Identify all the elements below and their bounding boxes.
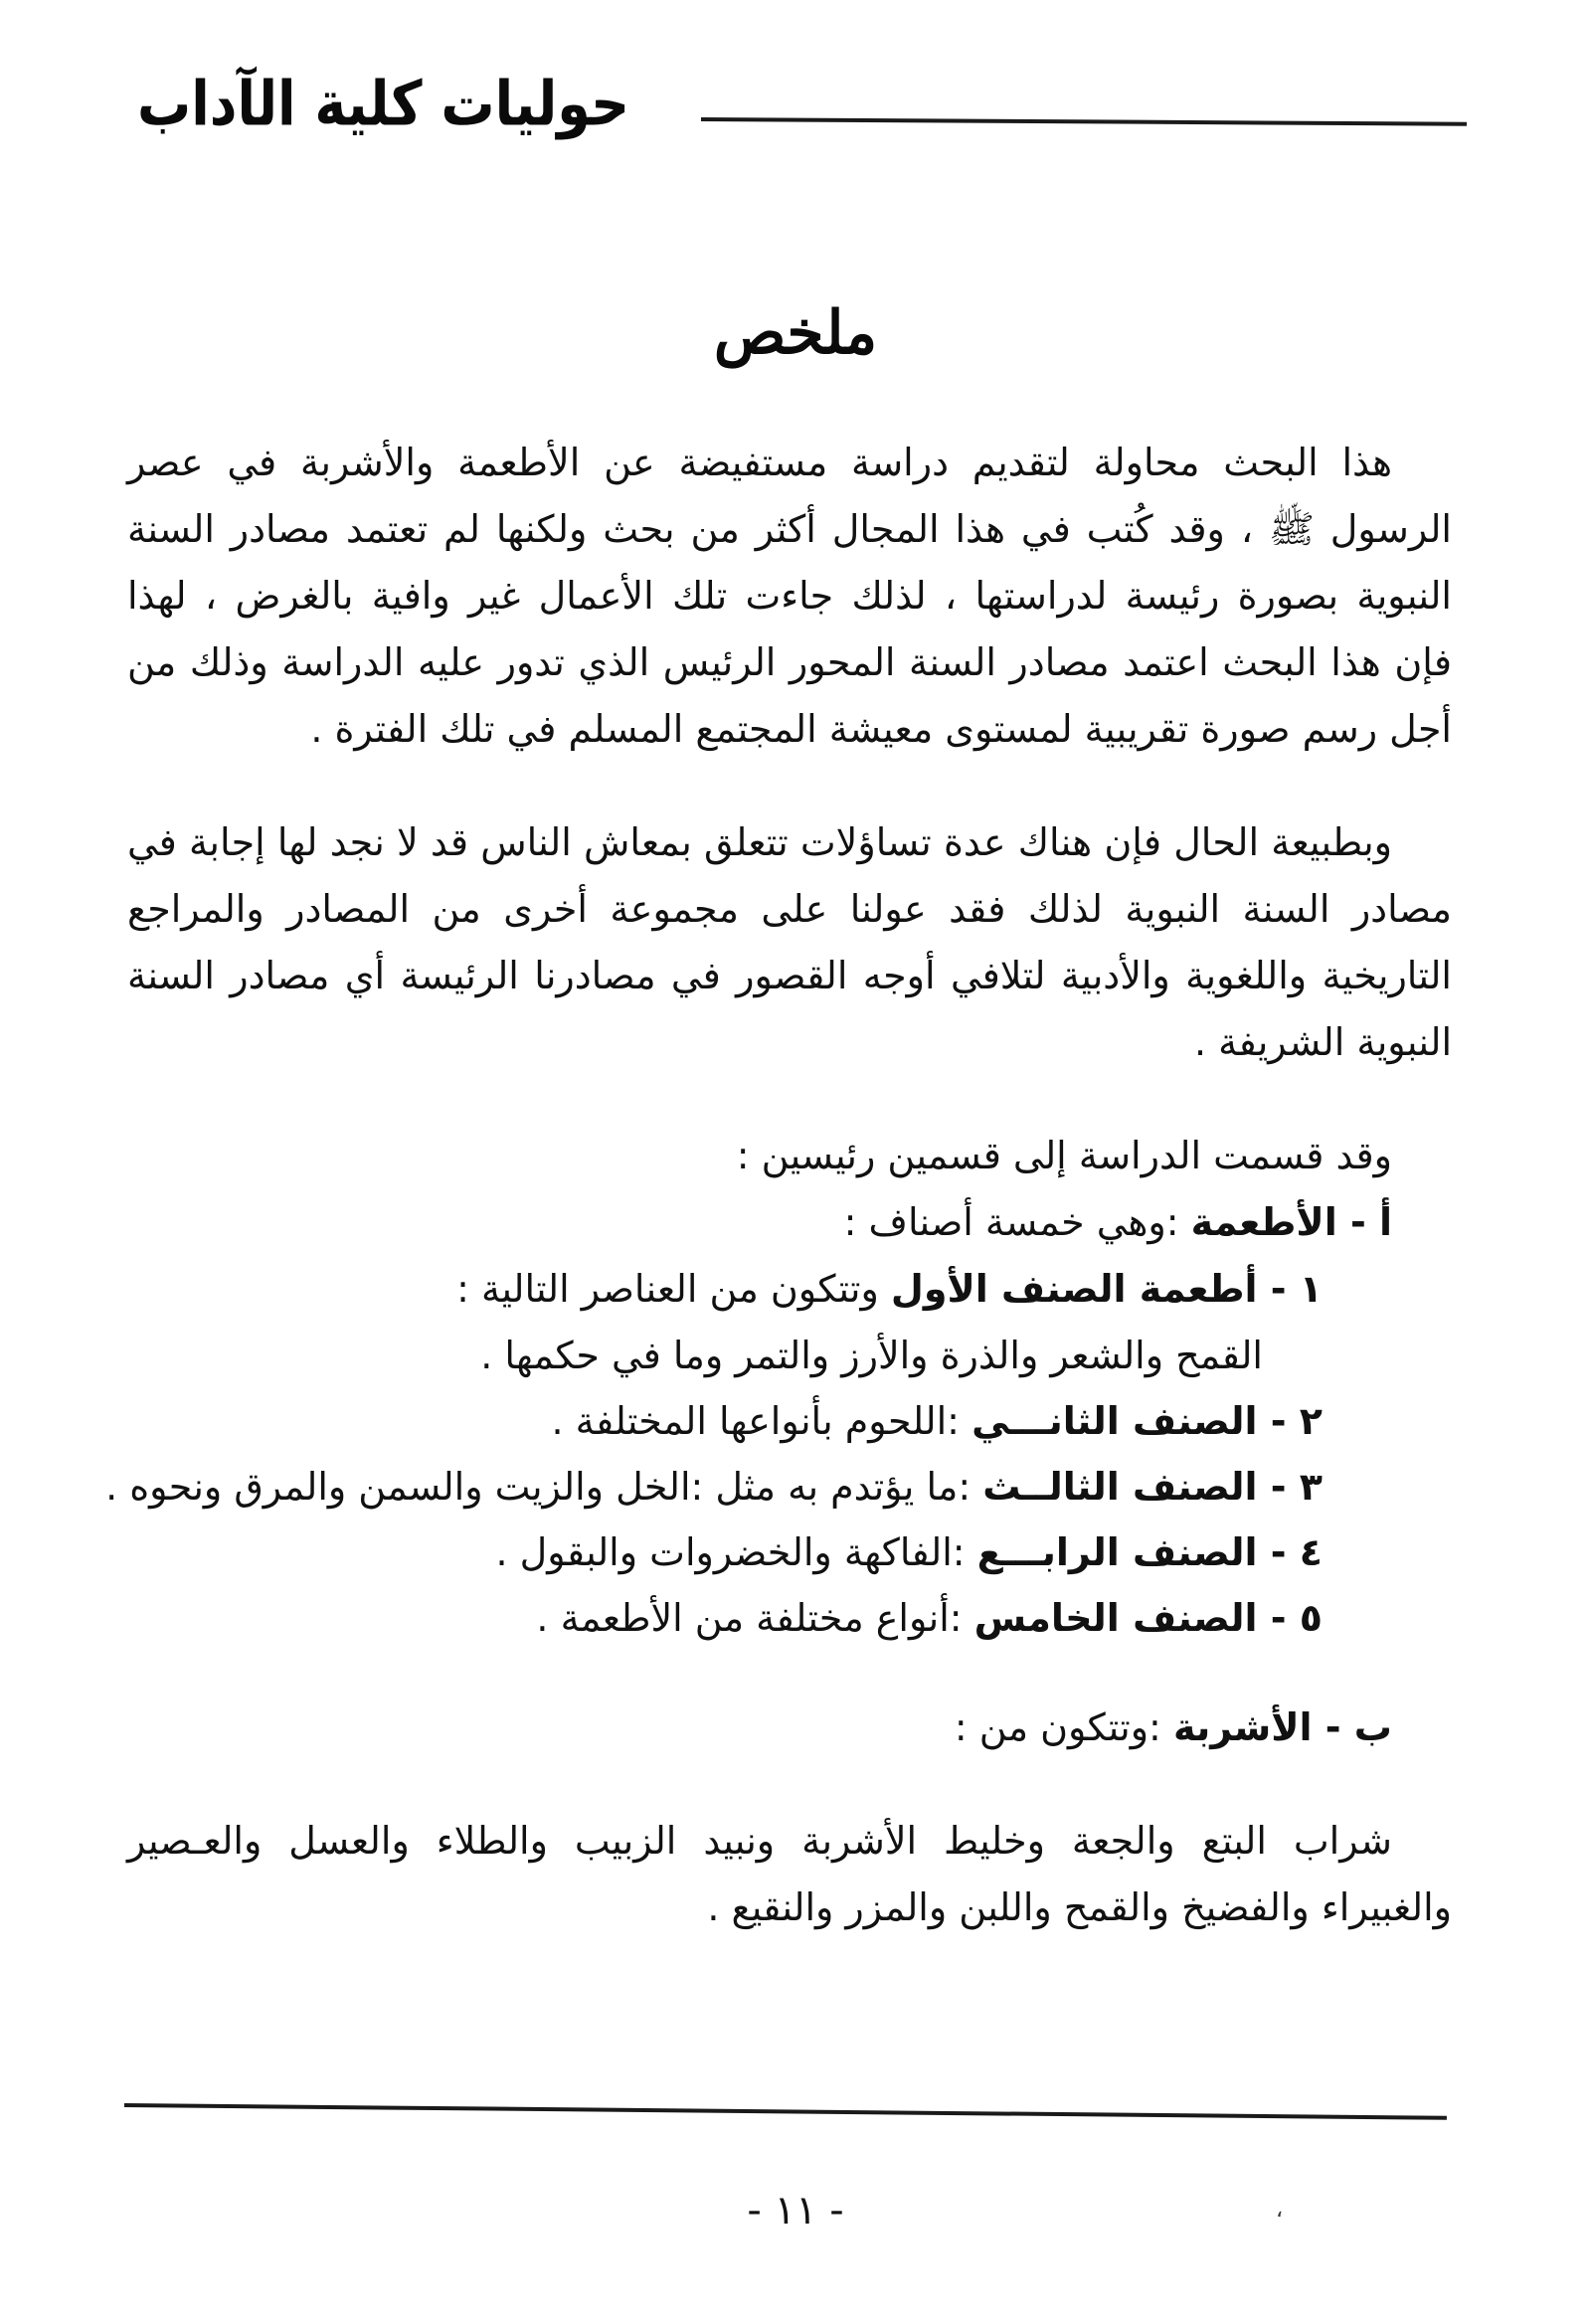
- section-b-heading: [955, 1702, 1392, 1752]
- section-a-text: :وهي خمسة أصناف :: [843, 1200, 1191, 1244]
- food-item: [105, 1462, 1323, 1512]
- paragraph-2-line: وبطبيعة الحال فإن هناك عدة تساؤلات تتعلق بمعاش الناس قد لا نجد لها إجابة في: [127, 820, 1392, 864]
- food-item-text: القمح والشعر والذرة والأرز والتمر وما في حكمها .: [480, 1334, 1263, 1377]
- food-item: [480, 1331, 1263, 1380]
- header-divider: [701, 117, 1467, 126]
- food-item-text: :اللحوم بأنواعها المختلفة .: [551, 1399, 972, 1443]
- paragraph-2-line: مصادر السنة النبوية لذلك فقد عولنا على مجموعة أخرى من المصادر والمراجع: [127, 887, 1452, 931]
- food-item-label: ٢ - الصنف الثانـــي: [972, 1399, 1323, 1443]
- journal-title: حوليات كلية الآداب: [137, 68, 630, 140]
- food-item-label: ٣ - الصنف الثالــث: [982, 1465, 1323, 1509]
- food-item-text: :ما يؤتدم به مثل :الخل والزيت والسمن والمرق ونحوه .: [105, 1465, 983, 1509]
- section-a-label: أ - الأطعمة: [1190, 1200, 1392, 1244]
- food-item-label: ١ - أطعمة الصنف الأول: [890, 1267, 1323, 1311]
- food-item-label: ٥ - الصنف الخامس: [973, 1596, 1323, 1640]
- footer-divider: [124, 2103, 1447, 2120]
- page-number: - ١١ -: [747, 2188, 844, 2234]
- paragraph-1-line: الرسول ﷺ ، وقد كُتب في هذا المجال أكثر من بحث ولكنها لم تعتمد مصادر السنة: [127, 507, 1452, 551]
- drinks-line: والغبيراء والفضيخ والقمح واللبن والمزر والنقيع .: [707, 1885, 1452, 1929]
- food-item-text: وتتكون من العناصر التالية :: [456, 1267, 891, 1311]
- drinks-line: شراب البتع والجعة وخليط الأشربة ونبيد الزبيب والطلاء والعسل والعـصير: [127, 1819, 1392, 1863]
- food-item-text: :الفاكهة والخضروات والبقول .: [495, 1530, 977, 1574]
- food-item-text: :أنواع مختلفة من الأطعمة .: [536, 1596, 974, 1640]
- paragraph-1-line: أجل رسم صورة تقريبية لمستوى معيشة المجتمع المسلم في تلك الفترة .: [310, 707, 1452, 751]
- paragraph-2-line: التاريخية واللغوية والأدبية لتلافي أوجه القصور في مصادرنا الرئيسة أي مصادر السنة: [127, 954, 1452, 997]
- food-item-label: ٤ - الصنف الرابـــع: [976, 1530, 1323, 1574]
- food-item: [496, 1527, 1323, 1577]
- section-b-label: ب - الأشربة: [1172, 1705, 1392, 1749]
- food-item: [456, 1264, 1323, 1314]
- section-b-text: :وتتكون من :: [954, 1705, 1173, 1749]
- abstract-title: ملخص: [713, 298, 878, 368]
- paragraph-1-line: النبوية بصورة رئيسة لدراستها ، لذلك جاءت تلك الأعمال غير وافية بالغرض ، لهذا: [127, 574, 1452, 618]
- paragraph-1-line: فإن هذا البحث اعتمد مصادر السنة المحور الرئيس الذي تدور عليه الدراسة وذلك من: [127, 640, 1452, 684]
- food-item: [552, 1396, 1324, 1446]
- stray-mark: ،: [1276, 2198, 1284, 2223]
- paragraph-2-line: النبوية الشريفة .: [1193, 1020, 1452, 1064]
- food-item: [536, 1593, 1323, 1643]
- paragraph-1-line: هذا البحث محاولة لتقديم دراسة مستفيضة عن الأطعمة والأشربة في عصر: [127, 441, 1392, 484]
- division-intro: وقد قسمت الدراسة إلى قسمين رئيسين :: [736, 1134, 1392, 1177]
- section-a-heading: [844, 1197, 1392, 1247]
